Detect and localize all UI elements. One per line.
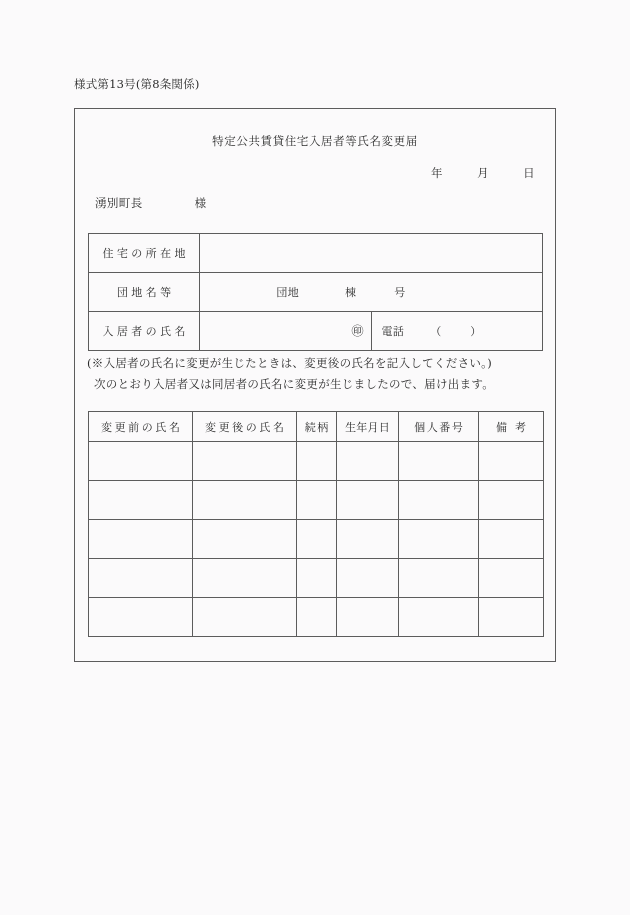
cell-my-number[interactable] <box>399 442 479 481</box>
cell-remarks[interactable] <box>479 559 544 598</box>
table-row <box>89 442 544 481</box>
cell-my-number[interactable] <box>399 481 479 520</box>
note-line-2: 次のとおり入居者又は同居者の氏名に変更が生じましたので、届け出ます。 <box>94 377 495 391</box>
cell-my-number[interactable] <box>399 559 479 598</box>
column-header-name-after-label: 変更後の氏名 <box>204 420 287 434</box>
name-change-table <box>88 411 544 637</box>
label-resident-name: 入居者の氏名 <box>89 312 200 351</box>
table-row-complex <box>89 273 543 312</box>
cell-birthdate[interactable] <box>337 598 399 637</box>
cell-birthdate[interactable] <box>337 559 399 598</box>
dwelling-info-table <box>88 233 543 351</box>
note-line-1: (※入居者の氏名に変更が生じたときは、変更後の氏名を記入してください。) <box>87 356 493 370</box>
date-day-label: 日 <box>523 166 535 180</box>
page-title: 特定公共賃貸住宅入居者等氏名変更届 <box>212 134 418 148</box>
cell-name-before[interactable] <box>89 559 193 598</box>
addressee <box>95 195 207 211</box>
cell-name-after[interactable] <box>193 481 297 520</box>
cell-my-number[interactable] <box>399 598 479 637</box>
cell-name-before[interactable] <box>89 598 193 637</box>
cell-name-before[interactable] <box>89 442 193 481</box>
column-header-relationship-label: 続柄 <box>304 420 330 434</box>
column-header-name-after <box>193 412 297 442</box>
date-month-label: 月 <box>477 166 489 180</box>
column-header-remarks <box>479 412 544 442</box>
cell-relationship[interactable] <box>297 520 337 559</box>
cell-name-after[interactable] <box>193 520 297 559</box>
name-change-table-body <box>89 442 544 637</box>
notes-block <box>87 353 494 395</box>
telephone-parens: （ ） <box>430 325 491 338</box>
cell-my-number[interactable] <box>399 520 479 559</box>
complex-unit-building: 棟 <box>345 286 357 299</box>
field-resident-name[interactable] <box>200 312 372 351</box>
column-header-relationship <box>297 412 337 442</box>
date-year-label: 年 <box>431 166 443 180</box>
cell-name-after[interactable] <box>193 598 297 637</box>
table-row <box>89 520 544 559</box>
table-row-resident-name <box>89 312 543 351</box>
form-sheet <box>74 108 556 662</box>
cell-birthdate[interactable] <box>337 442 399 481</box>
cell-remarks[interactable] <box>479 481 544 520</box>
cell-relationship[interactable] <box>297 559 337 598</box>
seal-icon: ㊞ <box>351 324 364 338</box>
cell-name-after[interactable] <box>193 442 297 481</box>
date-line <box>431 165 535 181</box>
column-header-name-before-label: 変更前の氏名 <box>100 420 183 434</box>
complex-unit-danchi: 団地 <box>276 286 300 299</box>
cell-relationship[interactable] <box>297 481 337 520</box>
column-header-name-before <box>89 412 193 442</box>
field-telephone[interactable] <box>371 312 543 351</box>
telephone-label: 電話 <box>381 325 405 338</box>
cell-relationship[interactable] <box>297 442 337 481</box>
column-header-remarks-label: 備考 <box>496 420 534 434</box>
column-header-birthdate-label: 生年月日 <box>345 420 390 434</box>
label-dwelling-location: 住宅の所在地 <box>89 234 200 273</box>
cell-birthdate[interactable] <box>337 481 399 520</box>
table-header-row <box>89 412 544 442</box>
cell-name-after[interactable] <box>193 559 297 598</box>
cell-remarks[interactable] <box>479 442 544 481</box>
column-header-my-number <box>399 412 479 442</box>
addressee-name: 湧別町長 <box>95 196 143 210</box>
addressee-honorific: 様 <box>194 196 207 210</box>
cell-name-before[interactable] <box>89 481 193 520</box>
column-header-my-number-label: 個人番号 <box>414 420 465 434</box>
form-number: 様式第13号(第8条関係) <box>74 77 200 91</box>
cell-birthdate[interactable] <box>337 520 399 559</box>
complex-units-line <box>200 284 542 300</box>
cell-remarks[interactable] <box>479 598 544 637</box>
column-header-birthdate <box>337 412 399 442</box>
cell-name-before[interactable] <box>89 520 193 559</box>
cell-relationship[interactable] <box>297 598 337 637</box>
complex-unit-number: 号 <box>394 286 406 299</box>
table-row <box>89 598 544 637</box>
table-row-location <box>89 234 543 273</box>
table-row <box>89 481 544 520</box>
table-row <box>89 559 544 598</box>
cell-remarks[interactable] <box>479 520 544 559</box>
label-complex-name: 団地名等 <box>89 273 200 312</box>
field-dwelling-location[interactable] <box>200 234 543 273</box>
field-complex-name[interactable] <box>200 273 543 312</box>
